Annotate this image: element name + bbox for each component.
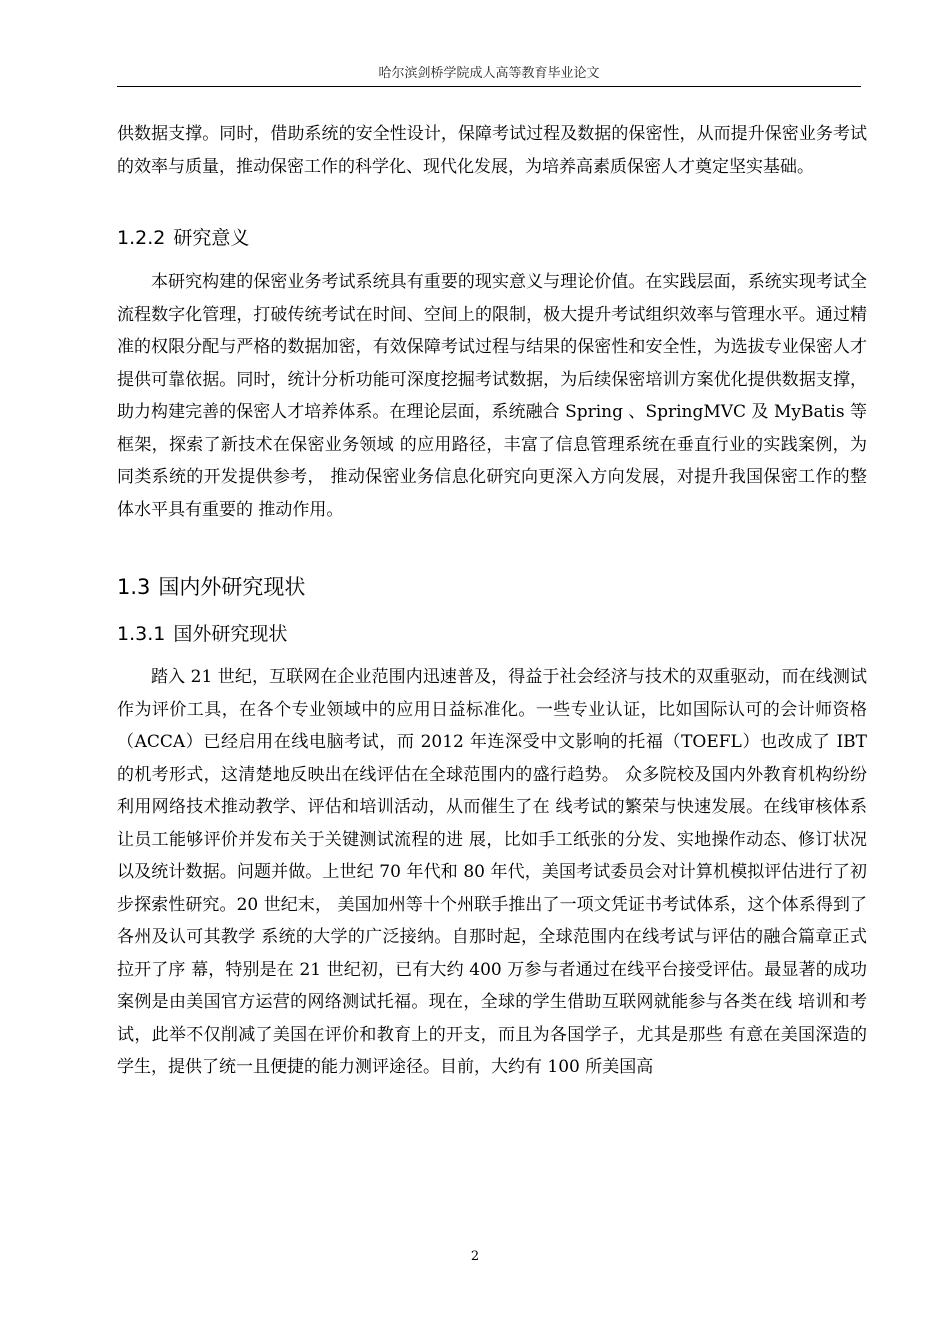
header-title: 哈尔滨剑桥学院成人高等教育毕业论文 — [378, 66, 600, 81]
section-title: 研究意义 — [173, 227, 250, 249]
section-heading-1-3-1 — [117, 620, 287, 648]
section-number: 1.3 — [117, 575, 151, 599]
section-title: 国外研究现状 — [173, 623, 288, 645]
section-heading-1-2-2 — [117, 224, 249, 252]
paragraph-foreign-research-status: 踏入 21 世纪，互联网在企业范围内迅速普及，得益于社会经济与技术的双重驱动，而在线测试作为评价工具，在各个专业领域中的应用日益标准化。一些专业认证，比如国际认可的会计师资格（ACCA）已经启用在线电脑考试，而 2012 年连深受中文影响的托福（TOEFL）也改成了 IBT 的机考形式，这清楚地反映出在线评估在全球范围内的盛行趋势。 众多院校及国内外教育机构纷纷利用网络技术推动教学、评估和培训活动，从而催生了在 线考试的繁荣与快速发展。在线审核体系让员工能够评价并发布关于关键测试流程的进 展，比如手工纸张的分发、实地操作动态、修订状况以及统计数据。问题并做。上世纪 70 年代和 80 年代，美国考试委员会对计算机模拟评估进行了初步探索性研究。20 世纪末， 美国加州等十个州联手推出了一项文凭证书考试体系，这个体系得到了各州及认可其教学 系统的大学的广泛接纳。自那时起，全球范围内在线考试与评估的融合篇章正式拉开了序 幕，特别是在 21 世纪初，已有大约 400 万参与者通过在线平台接受评估。最显著的成功 案例是由美国官方运营的网络测试托福。现在，全球的学生借助互联网就能参与各类在线 培训和考试，此举不仅削减了美国在评价和教育上的开支，而且为各国学子，尤其是那些 有意在美国深造的学生，提供了统一且便捷的能力测评途径。目前，大约有 100 所美国高 — [117, 667, 867, 1077]
section-heading-1-3 — [117, 572, 305, 602]
paragraph-research-significance: 本研究构建的保密业务考试系统具有重要的现实意义与理论价值。在实践层面，系统实现考试全流程数字化管理，打破传统考试在时间、空间上的限制，极大提升考试组织效率与管理水平。通过精准的权限分配与严格的数据加密，有效保障考试过程与结果的保密性和安全性，为选拔专业保密人才提供可靠依据。同时，统计分析功能可深度挖掘考试数据，为后续保密培训方案优化提供数据支撑，助力构建完善的保密人才培养体系。在理论层面，系统融合 Spring 、SpringMVC 及 MyBatis 等框架，探索了新技术在保密业务领域 的应用路径，丰富了信息管理系统在垂直行业的实践案例，为同类系统的开发提供参考， 推动保密业务信息化研究向更深入方向发展，对提升我国保密工作的整体水平具有重要的 推动作用。 — [117, 272, 867, 520]
section-number: 1.3.1 — [117, 623, 166, 645]
page-number: 2 — [470, 1249, 480, 1264]
section-number: 1.2.2 — [117, 227, 166, 249]
section-title: 国内外研究现状 — [158, 575, 306, 599]
paragraph-research-goal-continued: 供数据支撑。同时，借助系统的安全性设计，保障考试过程及数据的保密性，从而提升保密业务考试的效率与质量，推动保密工作的科学化、现代化发展，为培养高素质保密人才奠定坚实基础。 — [117, 124, 867, 177]
page-header — [117, 62, 861, 87]
